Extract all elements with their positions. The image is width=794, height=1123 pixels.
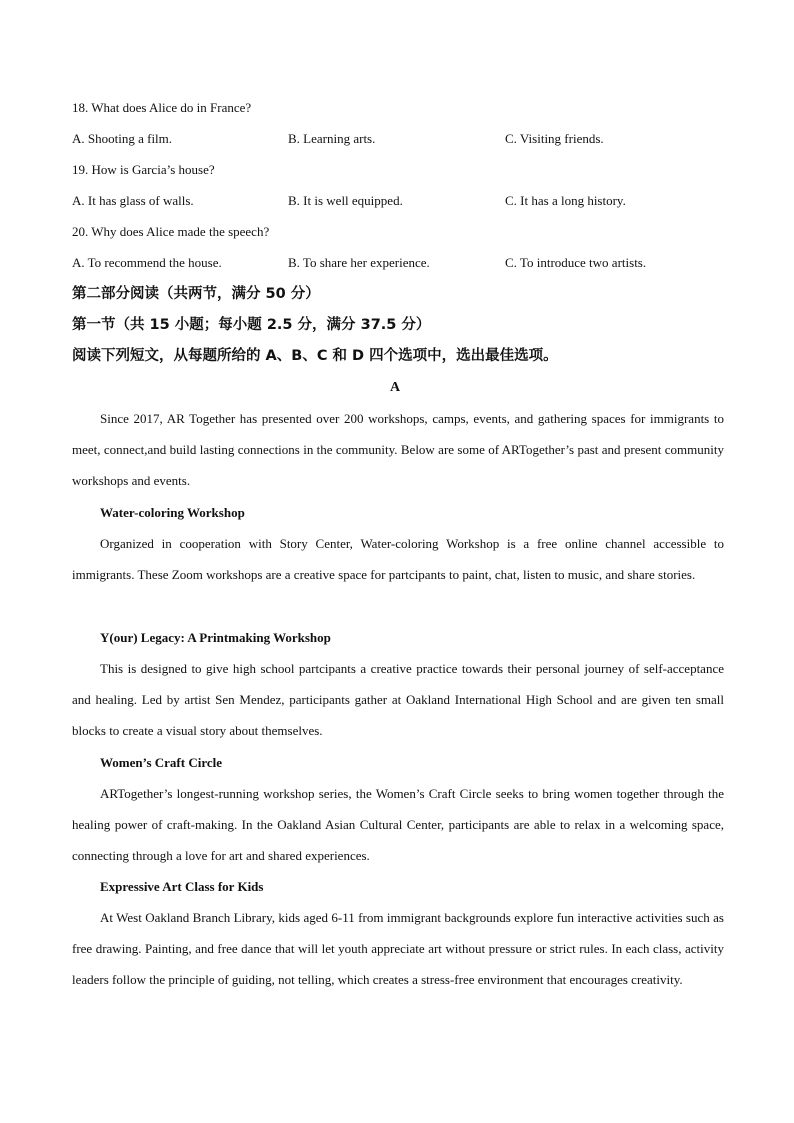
workshop-body-water-coloring: Organized in cooperation with Story Center, Water-coloring Workshop is a free online channel accessible to immigrants. These Zoom workshops are a creative space for partcipants to paint, chat, listen to music, and share stories. — [72, 536, 724, 582]
question-19-stem: 19. How is Garcia’s house? — [72, 162, 215, 177]
workshop-heading-printmaking: Y(our) Legacy: A Printmaking Workshop — [100, 630, 331, 645]
question-20-option-a: A. To recommend the house. — [72, 255, 222, 270]
passage-letter: A — [390, 380, 401, 395]
question-19-option-c: C. It has a long history. — [505, 193, 626, 208]
question-18-option-c: C. Visiting friends. — [505, 131, 604, 146]
passage-intro: Since 2017, AR Together has presented over 200 workshops, camps, events, and gathering spaces for immigrants to meet, connect,and build lasting connections in the community. Below are some of ARTogether’s past and present community workshops and events. — [72, 411, 724, 488]
question-19-option-a: A. It has glass of walls. — [72, 193, 194, 208]
workshop-heading-craft-circle: Women’s Craft Circle — [100, 755, 223, 770]
part-title: 第二部分阅读（共两节，满分 50 分） — [72, 286, 320, 302]
section-subtitle: 第一节（共 15 小题；每小题 2.5 分，满分 37.5 分） — [72, 317, 431, 333]
question-18-stem: 18. What does Alice do in France? — [72, 100, 252, 115]
question-20-option-c: C. To introduce two artists. — [505, 255, 647, 270]
workshop-heading-water-coloring: Water-coloring Workshop — [100, 505, 245, 520]
workshop-body-printmaking: This is designed to give high school partcipants a creative practice towards their personal journey of self-acceptance and healing. Led by artist Sen Mendez, participants gather at Oakland International High School and are given ten small blocks to create a visual story about themselves. — [72, 661, 724, 738]
section-instruction: 阅读下列短文，从每题所给的 A、B、C 和 D 四个选项中，选出最佳选项。 — [72, 348, 558, 364]
question-20-stem: 20. Why does Alice made the speech? — [72, 224, 270, 239]
question-20-option-b: B. To share her experience. — [288, 255, 430, 270]
question-18-option-b: B. Learning arts. — [288, 131, 376, 146]
question-19-option-b: B. It is well equipped. — [288, 193, 403, 208]
workshop-body-craft-circle: ARTogether’s longest-running workshop series, the Women’s Craft Circle seeks to bring women together through the healing power of craft-making. In the Oakland Asian Cultural Center, participants are able to relax in a welcoming space, connecting through a love for art and shared experiences. — [72, 786, 724, 863]
workshop-heading-art-class-kids: Expressive Art Class for Kids — [100, 879, 264, 894]
workshop-body-art-class-kids: At West Oakland Branch Library, kids aged 6-11 from immigrant backgrounds explore fun interactive activities such as free drawing. Painting, and free dance that will let youth appreciate art without pressure or strict rules. In each class, activity leaders follow the principle of guiding, not telling, which creates a stress-free environment that encourages creativity. — [72, 910, 724, 987]
question-18-option-a: A. Shooting a film. — [72, 131, 173, 146]
